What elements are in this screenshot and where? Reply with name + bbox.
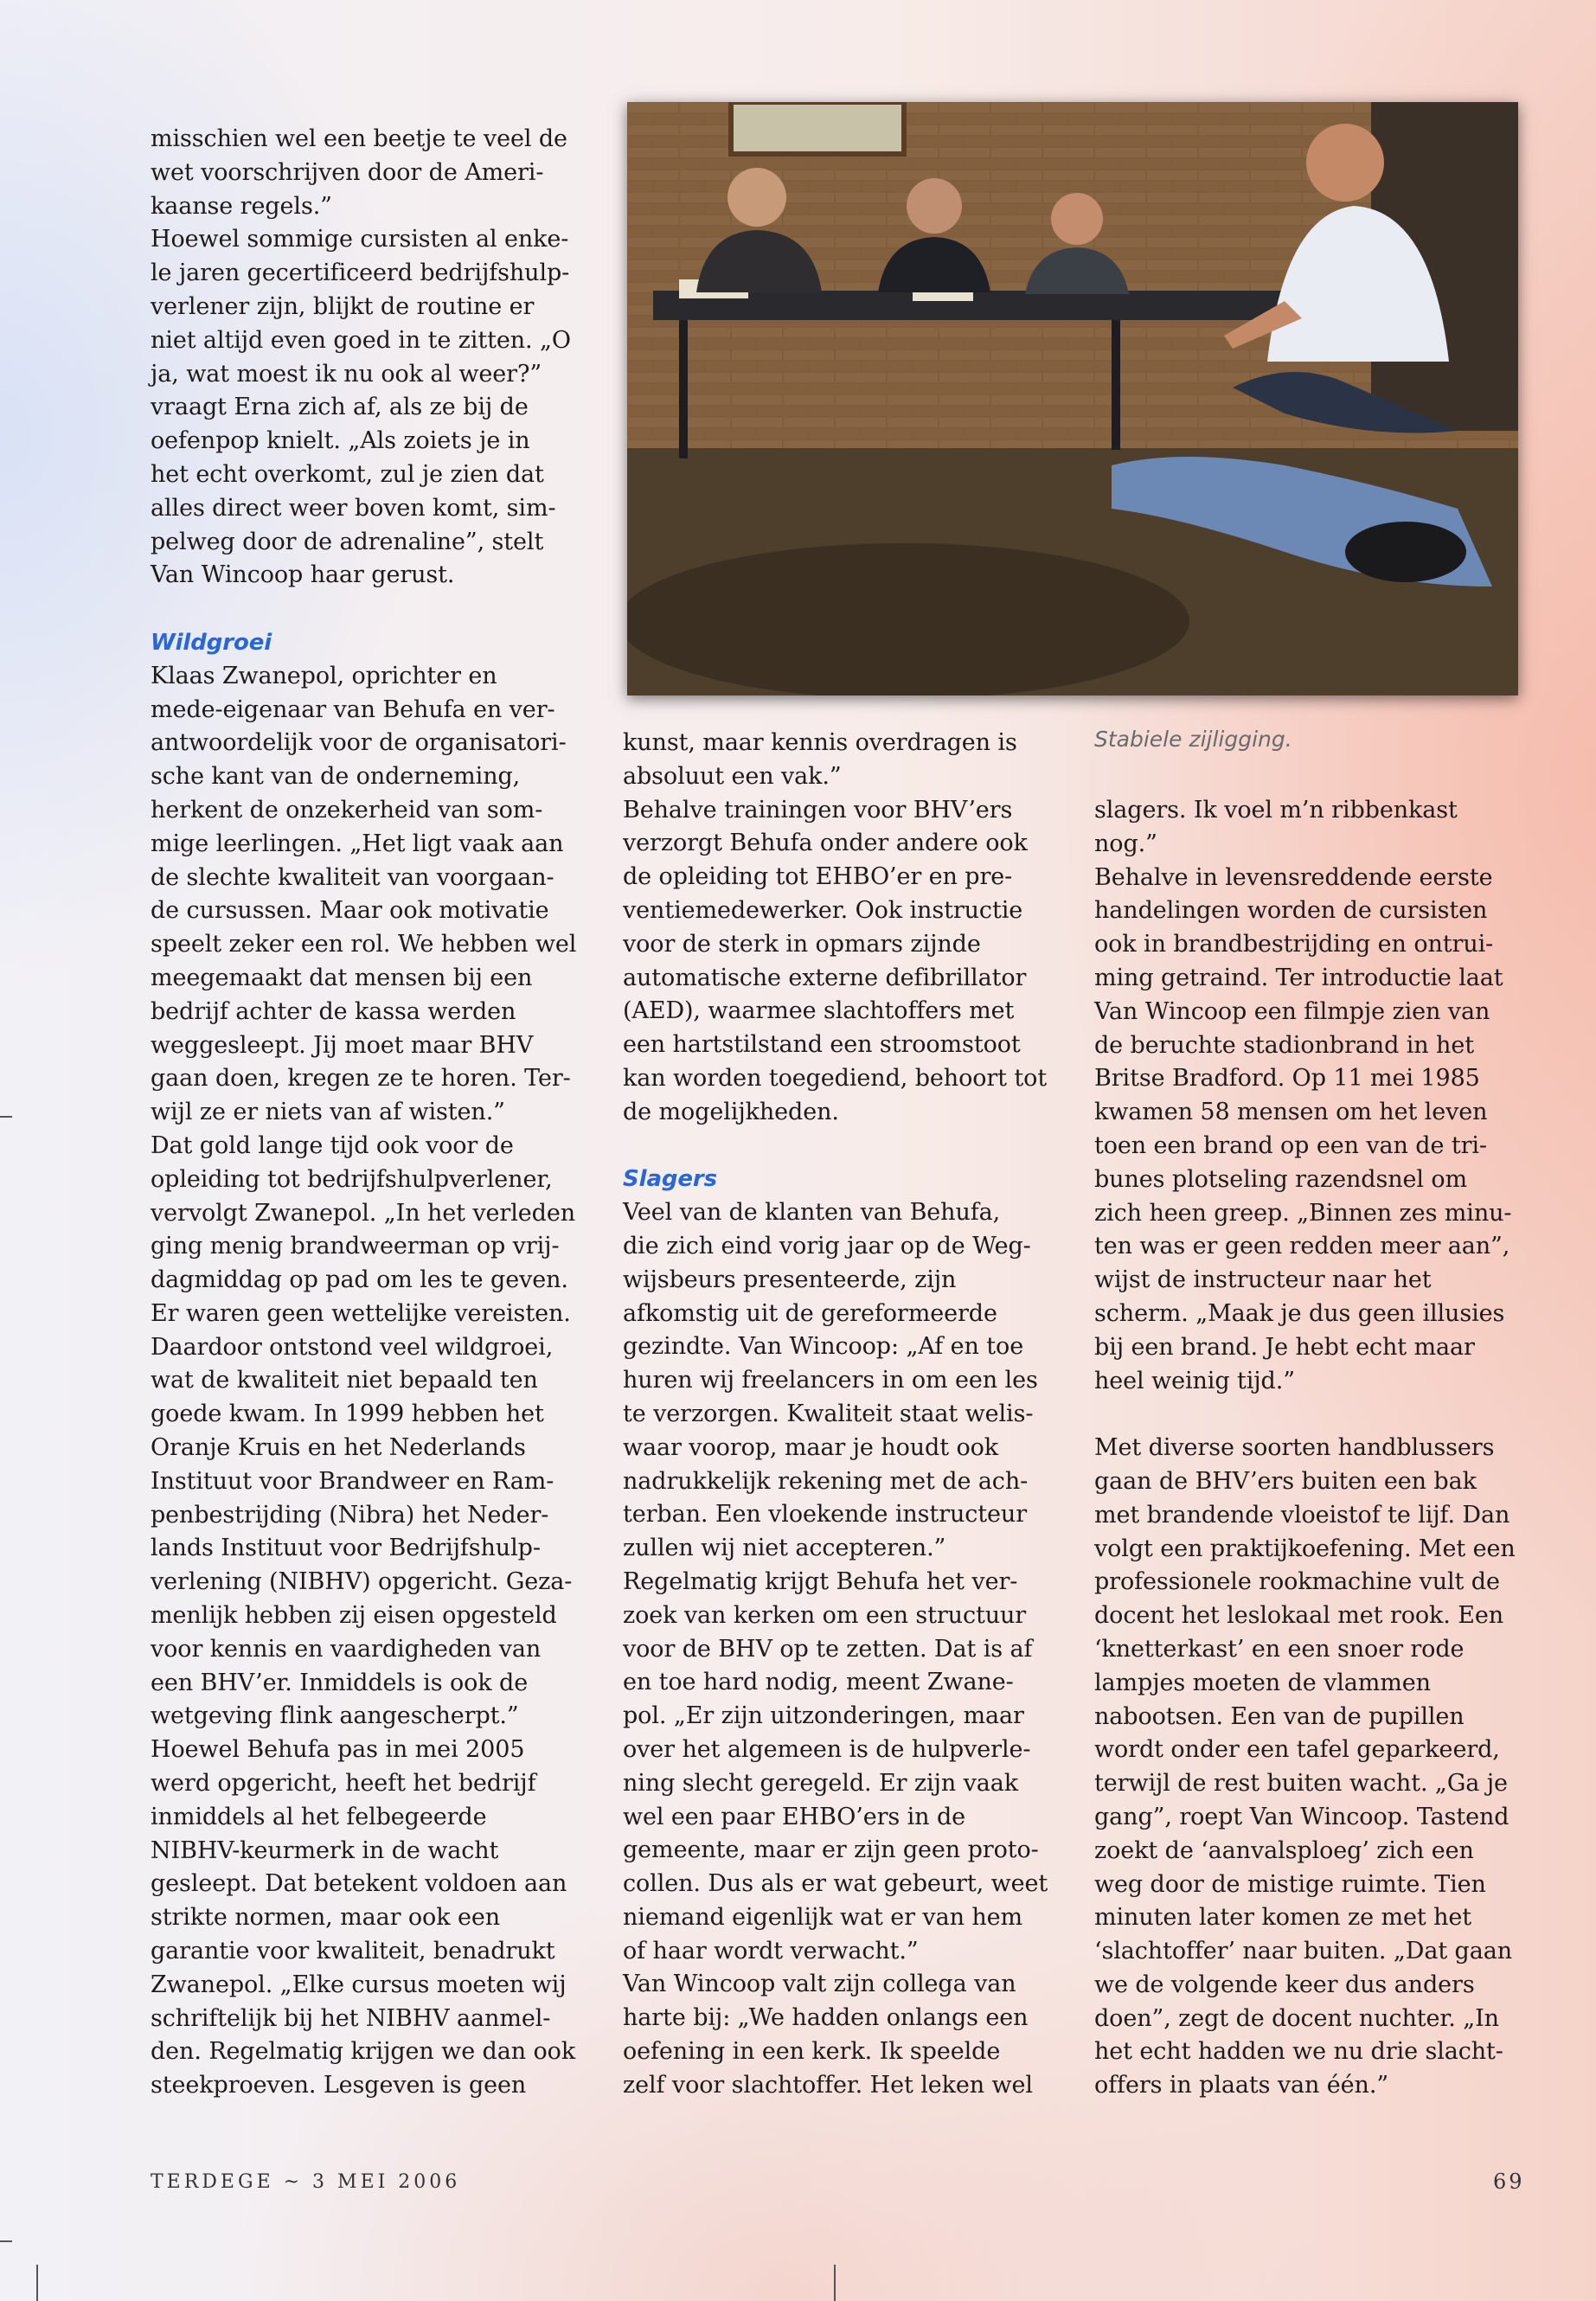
paragraph: slagers. Ik voel m’n ribbenkast nog.”	[1094, 797, 1458, 857]
subheading-wildgroei: Wildgroei	[151, 629, 272, 656]
paragraph: Hoewel Behufa pas in mei 2005 werd opgericht, heeft het bedrijf inmiddels al het felbegeerde NIBHV-keurmerk in de wacht gesleept. Dat betekent voldoen aan strikte normen, maar ook een garantie voor kwaliteit, benadrukt Zwanepol. „Elke cursus moeten wij schriftelijk bij het NIBHV aanmel- den. Regelmatig krijgen we dan ook steekproeven. Lesgeven is geen	[151, 1736, 576, 2099]
article-column-2	[623, 727, 1064, 2103]
subheading-slagers: Slagers	[623, 1166, 718, 1193]
paragraph: kunst, maar kennis overdragen is absoluut een vak.”	[623, 729, 1017, 790]
photo-caption: Stabiele zijligging.	[1094, 727, 1292, 752]
crop-mark	[0, 2240, 12, 2242]
footer-publication: TERDEGE ~ 3 MEI 2006	[151, 2171, 461, 2193]
crop-mark	[36, 2265, 38, 2301]
paragraph: Dat gold lange tijd ook voor de opleiding tot bedrijfshulpverlener, vervolgt Zwanepol. „In het verleden ging menig brandweerman op vrij- dagmiddag op pad om les te geven. Er waren geen wettelijke vereisten. Daardoor ontstond veel wildgroei, wat de kwaliteit niet bepaald ten goede kwam. In 1999 hebben het Oranje Kruis en het Nederlands Instituut voor Brandweer en Ram- penbestrijding (Nibra) het Neder- lands Instituut voor Bedrijfshulp- verlening (NIBHV) opgericht. Geza- menlijk hebben zij eisen opgesteld voor kennis en vaardigheden van een BHV’er. Inmiddels is ook de wetgeving flink aangescherpt.”	[151, 1131, 576, 1730]
page-number: 69	[1493, 2170, 1525, 2194]
article-column-3	[1094, 794, 1535, 2103]
paragraph: misschien wel een beetje te veel de wet voorschrijven door de Ameri- kaanse regels.”	[151, 125, 567, 220]
paragraph: Behalve trainingen voor BHV’ers verzorgt Behufa onder andere ook de opleiding tot EHBO’er en pre- ventiemedewerker. Ook instructie voor de sterk in opmars zijnde automatische externe defibrillator (AED), waarmee slachtoffers met een hartstilstand een stroomstoot kan worden toegediend, behoort tot de mogelijkheden.	[623, 796, 1048, 1125]
crop-mark	[834, 2265, 836, 2301]
article-photo	[627, 102, 1518, 695]
paragraph: Klaas Zwanepol, oprichter en mede-eigenaar van Behufa en ver- antwoordelijk voor de organisatori- sche kant van de onderneming, herkent de onzekerheid van som- mige leerlingen. „Het ligt vaak aan de slechte kwaliteit van voorgaan- de cursussen. Maar ook motivatie speelt zeker een rol. We hebben wel meegemaakt dat mensen bij een bedrijf achter de kassa werden weggesleept. Jij moet maar BHV gaan doen, kregen ze te horen. Ter- wijl ze er niets van af wisten.”	[151, 662, 577, 1126]
crop-mark	[0, 1116, 12, 1118]
photo-illustration	[627, 102, 1518, 695]
paragraph: Van Wincoop valt zijn collega van harte bij: „We hadden onlangs een oefening in een kerk. Ik speelde zelf voor slachtoffer. Het leken wel	[623, 1971, 1033, 2099]
paragraph: Veel van de klanten van Behufa, die zich eind vorig jaar op de Weg- wijsbeurs presenteerde, zijn afkomstig uit de gereformeerde gezindte. Van Wincoop: „Af en toe huren wij freelancers in om een les te verzorgen. Kwaliteit staat welis- waar voorop, maar je houdt ook nadrukkelijk rekening met de ach- terban. Een vloekende instructeur zullen wij niet accepteren.”	[623, 1199, 1038, 1562]
article-column-1	[151, 123, 592, 2103]
paragraph: Regelmatig krijgt Behufa het ver- zoek van kerken om een structuur voor de BHV op te zetten. Dat is af en toe hard nodig, meent Zwane- pol. „Er zijn uitzonderingen, maar over het algemeen is de hulpverle- ning slecht geregeld. Er zijn vaak wel een paar EHBO’ers in de gemeente, maar er zijn geen proto- collen. Dus als er wat gebeurt, weet niemand eigenlijk wat er van hem of haar wordt verwacht.”	[623, 1567, 1048, 1965]
paragraph: Hoewel sommige cursisten al enke- le jaren gecertificeerd bedrijfshulp- verlener zijn, blijkt de routine er niet altijd even goed in te zitten. „O ja, wat moest ik nu ook al weer?” vraagt Erna zich af, als ze bij de oefenpop knielt. „Als zoiets je in het echt overkomt, zul je zien dat alles direct weer boven komt, sim- pelweg door de adrenaline”, stelt Van Wincoop haar gerust.	[151, 226, 571, 589]
paragraph: Met diverse soorten handblussers gaan de BHV’ers buiten een bak met brandende vloeistof te lijf. Dan volgt een praktijkoefening. Met een professionele rookmachine vult de docent het leslokaal met rook. Een ‘knetterkast’ en een snoer rode lampjes moeten de vlammen nabootsen. Een van de pupillen wordt onder een tafel geparkeerd, terwijl de rest buiten wacht. „Ga je gang”, roept Van Wincoop. Tastend zoekt de ‘aanvalsploeg’ zich een weg door de mistige ruimte. Tien minuten later komen ze met het ‘slachtoffer’ naar buiten. „Dat gaan we de volgende keer dus anders doen”, zegt de docent nuchter. „In het echt hadden we nu drie slacht- offers in plaats van één.”	[1094, 1434, 1516, 2099]
paragraph: Behalve in levensreddende eerste handelingen worden de cursisten ook in brandbestrijding en ontrui- ming getraind. Ter introductie laat Van Wincoop een filmpje zien van de beruchte stadionbrand in het Britse Bradford. Op 11 mei 1985 kwamen 58 mensen om het leven toen een brand op een van de tri- bunes plotseling razendsnel om zich heen greep. „Binnen zes minu- ten was er geen redden meer aan”, wijst de instructeur naar het scherm. „Maak je dus geen illusies bij een brand. Je hebt echt maar heel weinig tijd.”	[1094, 863, 1512, 1394]
